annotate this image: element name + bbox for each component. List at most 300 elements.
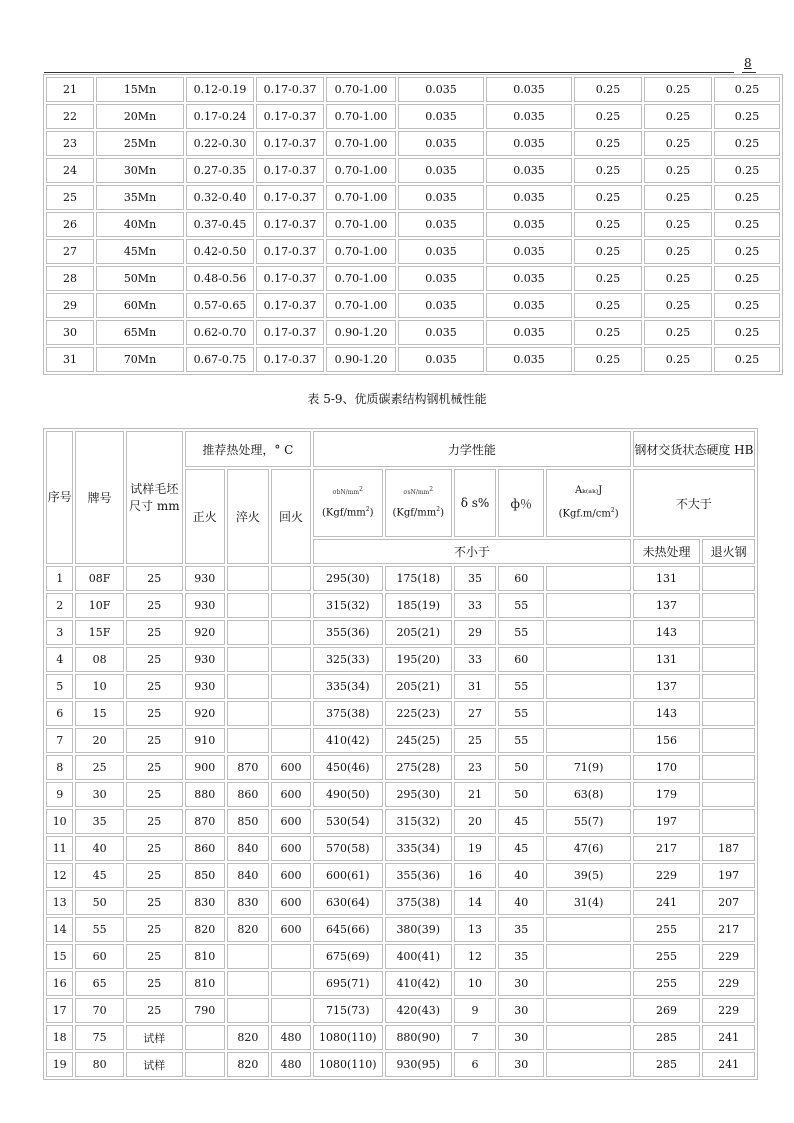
table-cell: 0.70-1.00 (326, 104, 396, 129)
table-cell: 410(42) (385, 971, 452, 996)
table-cell: 10 (75, 674, 123, 699)
table-cell: 70 (75, 998, 123, 1023)
table-row (46, 593, 755, 618)
page-number: 8 (744, 56, 752, 70)
table-cell: 6 (46, 701, 73, 726)
table-cell (702, 728, 755, 753)
table-row (46, 104, 780, 129)
table-cell: 810 (185, 971, 225, 996)
table-cell: 600 (271, 836, 311, 861)
table-cell: 0.25 (574, 158, 642, 183)
table-cell: 930(95) (385, 1052, 452, 1077)
table-cell: 0.25 (644, 77, 712, 102)
header-untreated: 未热处理 (633, 539, 700, 564)
table-cell: 335(34) (313, 674, 383, 699)
table-cell: 600 (271, 917, 311, 942)
header-rule (44, 72, 734, 73)
table-cell: 29 (46, 293, 94, 318)
table-row (46, 998, 755, 1023)
table-cell (702, 593, 755, 618)
table-cell: 410(42) (313, 728, 383, 753)
table-cell (271, 620, 311, 645)
table-cell: 27 (454, 701, 496, 726)
table-cell: 229 (702, 971, 755, 996)
table-cell: 0.035 (398, 158, 484, 183)
table-cell: 33 (454, 647, 496, 672)
sigma-b-label: σbN/mm (332, 488, 360, 496)
table-cell: 830 (227, 890, 269, 915)
table-cell: 195(20) (385, 647, 452, 672)
header-elongation: δ s% (454, 469, 496, 537)
table-cell: 25 (126, 863, 183, 888)
table-row (46, 158, 780, 183)
table-cell: 0.25 (714, 266, 780, 291)
table-cell: 0.22-0.30 (186, 131, 254, 156)
table-cell: 0.25 (714, 320, 780, 345)
table-cell: 0.25 (714, 77, 780, 102)
table-cell: 870 (185, 809, 225, 834)
table-cell: 08 (75, 647, 123, 672)
table-cell: 16 (46, 971, 73, 996)
table-cell: 0.70-1.00 (326, 158, 396, 183)
table-cell: 600 (271, 890, 311, 915)
table-cell: 840 (227, 863, 269, 888)
table-cell (702, 782, 755, 807)
table-cell: 229 (633, 863, 700, 888)
table-cell: 18 (46, 1025, 73, 1050)
table-caption: 表 5-9、优质碳素结构钢机械性能 (307, 392, 487, 406)
table-cell: 0.48-0.56 (186, 266, 254, 291)
table-cell: 55 (498, 674, 544, 699)
table-cell: 0.035 (486, 239, 572, 264)
table-cell: 8 (46, 755, 73, 780)
table-cell: 25 (126, 998, 183, 1023)
table-cell: 0.25 (574, 185, 642, 210)
table-cell (271, 647, 311, 672)
composition-table-continued (43, 74, 783, 375)
table-cell: 0.70-1.00 (326, 185, 396, 210)
table-cell: 0.70-1.00 (326, 131, 396, 156)
table-cell: 285 (633, 1052, 700, 1077)
table-cell: 0.25 (574, 212, 642, 237)
table-cell: 0.035 (398, 104, 484, 129)
table-cell: 08F (75, 566, 123, 591)
table-cell: 0.035 (398, 320, 484, 345)
table-cell: 0.90-1.20 (326, 320, 396, 345)
table-cell (271, 566, 311, 591)
table-cell: 0.25 (714, 104, 780, 129)
table-cell: 25 (126, 728, 183, 753)
table-row (46, 131, 780, 156)
table-cell: 9 (46, 782, 73, 807)
table-cell: 530(54) (313, 809, 383, 834)
table-row (46, 320, 780, 345)
table-cell: 55 (75, 917, 123, 942)
sup-2-d: 2 (436, 505, 441, 513)
table-cell: 35 (498, 917, 544, 942)
table-cell: 25 (126, 782, 183, 807)
table-cell: 12 (46, 863, 73, 888)
unit-kgf-a: (Kgf/mm (321, 507, 366, 519)
header-impact-energy (546, 469, 630, 537)
table-cell: 25Mn (96, 131, 184, 156)
table-cell: 400(41) (385, 944, 452, 969)
table-cell: 25 (126, 647, 183, 672)
table-row (46, 836, 755, 861)
table-cell: 25 (126, 566, 183, 591)
table-row (46, 566, 755, 591)
table-cell: 0.25 (574, 104, 642, 129)
table-cell: 0.25 (714, 347, 780, 372)
table-row (46, 1025, 755, 1050)
table-cell (702, 701, 755, 726)
table-cell: 30 (46, 320, 94, 345)
table-cell: 35 (75, 809, 123, 834)
table-cell: 0.25 (574, 347, 642, 372)
table-cell: 25 (126, 620, 183, 645)
table-cell: 33 (454, 593, 496, 618)
table-cell: 0.25 (644, 185, 712, 210)
table-cell: 试样 (126, 1025, 183, 1050)
table-cell: 241 (702, 1025, 755, 1050)
table-cell: 0.25 (574, 320, 642, 345)
sup-2-b: 2 (365, 505, 370, 513)
table-cell (546, 1052, 630, 1077)
table-cell: 225(23) (385, 701, 452, 726)
ak-unit-close: ) (614, 508, 619, 520)
table-cell: 0.035 (486, 131, 572, 156)
header-rule-right (742, 72, 756, 73)
table-cell: 4 (46, 647, 73, 672)
table-cell (702, 755, 755, 780)
table-cell: 20 (75, 728, 123, 753)
table-cell: 0.37-0.45 (186, 212, 254, 237)
unit-close-b: ) (440, 507, 444, 519)
table-cell: 0.035 (486, 293, 572, 318)
table-cell: 0.25 (644, 104, 712, 129)
table-cell: 30 (498, 998, 544, 1023)
table-cell: 0.17-0.37 (256, 131, 324, 156)
table-cell: 65Mn (96, 320, 184, 345)
table-cell: 0.035 (398, 347, 484, 372)
table-cell: 355(36) (385, 863, 452, 888)
table-cell: 790 (185, 998, 225, 1023)
table-cell: 170 (633, 755, 700, 780)
table-cell: 9 (454, 998, 496, 1023)
table-cell: 65 (75, 971, 123, 996)
table-cell: 860 (227, 782, 269, 807)
table-row (46, 239, 780, 264)
table-cell (546, 728, 630, 753)
ak-unit: (Kgf.m/cm (558, 508, 611, 520)
table-cell: 35 (498, 944, 544, 969)
table-cell (702, 809, 755, 834)
table-cell: 0.42-0.50 (186, 239, 254, 264)
table-cell: 80 (75, 1052, 123, 1077)
table-cell (271, 944, 311, 969)
table-cell: 295(30) (313, 566, 383, 591)
table-cell: 21 (46, 77, 94, 102)
table-cell: 570(58) (313, 836, 383, 861)
table-cell: 0.32-0.40 (186, 185, 254, 210)
unit-kgf-b: (Kgf/mm (392, 507, 437, 519)
table-cell (227, 593, 269, 618)
table-cell: 25 (454, 728, 496, 753)
table-cell: 217 (702, 917, 755, 942)
table-cell (546, 566, 630, 591)
table-cell: 870 (227, 755, 269, 780)
table-cell: 0.035 (486, 212, 572, 237)
table-cell: 600 (271, 809, 311, 834)
table-cell: 0.035 (486, 266, 572, 291)
table-cell: 930 (185, 647, 225, 672)
table-cell: 380(39) (385, 917, 452, 942)
table-cell: 0.035 (398, 185, 484, 210)
table-cell: 920 (185, 620, 225, 645)
table-cell: 15F (75, 620, 123, 645)
table-cell: 295(30) (385, 782, 452, 807)
table-cell: 0.25 (644, 293, 712, 318)
table-cell: 试样 (126, 1052, 183, 1077)
table-cell: 850 (227, 809, 269, 834)
table-cell: 11 (46, 836, 73, 861)
table-cell: 15 (75, 701, 123, 726)
table-cell: 17 (46, 998, 73, 1023)
table-cell: 315(32) (313, 593, 383, 618)
header-tensile-strength (313, 469, 383, 537)
header-heat-treatment: 推荐热处理，° C (185, 431, 311, 467)
table-cell: 880(90) (385, 1025, 452, 1050)
table-cell: 6 (454, 1052, 496, 1077)
table-cell: 0.035 (486, 347, 572, 372)
table-cell: 860 (185, 836, 225, 861)
table-cell (271, 728, 311, 753)
table-cell: 137 (633, 593, 700, 618)
table-cell: 920 (185, 701, 225, 726)
table-cell: 255 (633, 971, 700, 996)
table-cell: 40Mn (96, 212, 184, 237)
table-cell: 255 (633, 917, 700, 942)
unit-close-a: ) (369, 507, 374, 519)
table-cell: 143 (633, 701, 700, 726)
table-cell (185, 1025, 225, 1050)
table-cell: 930 (185, 566, 225, 591)
table-cell: 30 (498, 1025, 544, 1050)
table-cell: 187 (702, 836, 755, 861)
table-cell (271, 593, 311, 618)
table-cell (227, 998, 269, 1023)
table-row (46, 77, 780, 102)
table-row (46, 647, 755, 672)
table-cell: 25 (126, 917, 183, 942)
table-cell: 60 (75, 944, 123, 969)
table-cell: 480 (271, 1052, 311, 1077)
table-row (46, 917, 755, 942)
table-cell: 3 (46, 620, 73, 645)
table-cell: 0.25 (574, 293, 642, 318)
table-cell: 930 (185, 593, 225, 618)
table-cell: 0.25 (644, 239, 712, 264)
table-cell: 0.25 (644, 347, 712, 372)
table-row (46, 212, 780, 237)
table-cell (227, 728, 269, 753)
table-cell (227, 566, 269, 591)
header-specimen-size: 试样毛坯尺寸 mm (126, 431, 183, 564)
table-cell: 70Mn (96, 347, 184, 372)
table-cell: 0.25 (714, 158, 780, 183)
table-cell: 55 (498, 701, 544, 726)
table-cell: 25 (126, 944, 183, 969)
table-cell: 0.035 (398, 266, 484, 291)
table-row (46, 620, 755, 645)
table-cell: 179 (633, 782, 700, 807)
table-cell: 245(25) (385, 728, 452, 753)
table-cell: 14 (46, 917, 73, 942)
table-cell: 229 (702, 998, 755, 1023)
table-cell: 0.035 (398, 239, 484, 264)
table-cell (546, 998, 630, 1023)
table-cell: 0.17-0.37 (256, 239, 324, 264)
table-cell: 0.17-0.37 (256, 293, 324, 318)
table-row (46, 809, 755, 834)
table-cell: 0.70-1.00 (326, 77, 396, 102)
table-cell: 420(43) (385, 998, 452, 1023)
table-cell: 900 (185, 755, 225, 780)
table-cell: 0.25 (644, 212, 712, 237)
header-normalizing: 正火 (185, 469, 225, 564)
table-cell: 55 (498, 728, 544, 753)
table-cell (227, 971, 269, 996)
table-cell (271, 674, 311, 699)
table-cell: 0.17-0.37 (256, 320, 324, 345)
table-cell: 25 (126, 701, 183, 726)
table-cell: 205(21) (385, 674, 452, 699)
table-row (46, 863, 755, 888)
table-cell: 840 (227, 836, 269, 861)
header-not-less-than: 不小于 (313, 539, 631, 564)
table-row (46, 971, 755, 996)
table-cell: 0.17-0.24 (186, 104, 254, 129)
table-cell: 830 (185, 890, 225, 915)
table-cell: 600 (271, 863, 311, 888)
table-cell: 269 (633, 998, 700, 1023)
table-cell: 28 (46, 266, 94, 291)
table-cell: 30 (75, 782, 123, 807)
table-cell: 25 (126, 593, 183, 618)
table-cell: 131 (633, 566, 700, 591)
table-cell: 0.035 (486, 185, 572, 210)
table-row (46, 1052, 755, 1077)
table-cell: 60Mn (96, 293, 184, 318)
table-cell: 0.67-0.75 (186, 347, 254, 372)
table-cell: 185(19) (385, 593, 452, 618)
table-cell: 20Mn (96, 104, 184, 129)
header-annealed: 退火钢 (702, 539, 755, 564)
table-cell: 137 (633, 674, 700, 699)
table-cell: 325(33) (313, 647, 383, 672)
table-cell: 0.035 (486, 77, 572, 102)
table-cell: 600 (271, 755, 311, 780)
table-cell: 820 (227, 1052, 269, 1077)
table-cell: 55(7) (546, 809, 630, 834)
table-cell: 45 (498, 809, 544, 834)
table-cell: 0.25 (574, 77, 642, 102)
table-cell: 355(36) (313, 620, 383, 645)
table-cell: 0.12-0.19 (186, 77, 254, 102)
table-cell: 23 (46, 131, 94, 156)
table-cell: 205(21) (385, 620, 452, 645)
header-tempering: 回火 (271, 469, 311, 564)
table-cell (227, 674, 269, 699)
table-cell: 35Mn (96, 185, 184, 210)
table-cell: 197 (702, 863, 755, 888)
table-cell: 630(64) (313, 890, 383, 915)
header-mechanical-properties: 力学性能 (313, 431, 631, 467)
table-cell: 26 (46, 212, 94, 237)
table-cell: 25 (126, 836, 183, 861)
table-cell: 27 (46, 239, 94, 264)
table-cell: 7 (46, 728, 73, 753)
table-cell: 10 (46, 809, 73, 834)
table-cell: 30Mn (96, 158, 184, 183)
table-row (46, 890, 755, 915)
table-cell (271, 971, 311, 996)
table-cell: 0.90-1.20 (326, 347, 396, 372)
table-cell: 0.17-0.37 (256, 266, 324, 291)
table-cell: 0.25 (714, 185, 780, 210)
table-cell: 820 (185, 917, 225, 942)
table-cell: 0.17-0.37 (256, 185, 324, 210)
table-cell: 0.035 (486, 104, 572, 129)
table-cell (546, 944, 630, 969)
table-cell: 880 (185, 782, 225, 807)
table-row (46, 266, 780, 291)
table-cell: 50 (75, 890, 123, 915)
table-row (46, 347, 780, 372)
table-cell: 143 (633, 620, 700, 645)
mechanical-properties-table (43, 428, 758, 1080)
table-cell: 16 (454, 863, 496, 888)
table-cell: 50 (498, 782, 544, 807)
table-cell: 71(9) (546, 755, 630, 780)
table-cell: 25 (126, 755, 183, 780)
table-cell: 50 (498, 755, 544, 780)
table-cell (271, 998, 311, 1023)
table-cell: 930 (185, 674, 225, 699)
table-cell: 60 (498, 566, 544, 591)
table-cell: 19 (454, 836, 496, 861)
table-cell (702, 647, 755, 672)
table-cell: 45Mn (96, 239, 184, 264)
table-cell: 1080(110) (313, 1025, 383, 1050)
table-cell: 715(73) (313, 998, 383, 1023)
table-cell: 675(69) (313, 944, 383, 969)
table-cell: 0.17-0.37 (256, 77, 324, 102)
table-cell: 0.27-0.35 (186, 158, 254, 183)
table-cell: 0.25 (574, 131, 642, 156)
table-cell: 25 (126, 674, 183, 699)
table-cell: 40 (75, 836, 123, 861)
table-cell (702, 620, 755, 645)
table-cell: 47(6) (546, 836, 630, 861)
ak-label: Aₖ₍ₐₖ₎J (574, 485, 603, 497)
table-cell: 207 (702, 890, 755, 915)
table-cell (227, 620, 269, 645)
table-row (46, 782, 755, 807)
table-cell: 0.17-0.37 (256, 212, 324, 237)
table-cell: 10 (454, 971, 496, 996)
table-cell (271, 701, 311, 726)
